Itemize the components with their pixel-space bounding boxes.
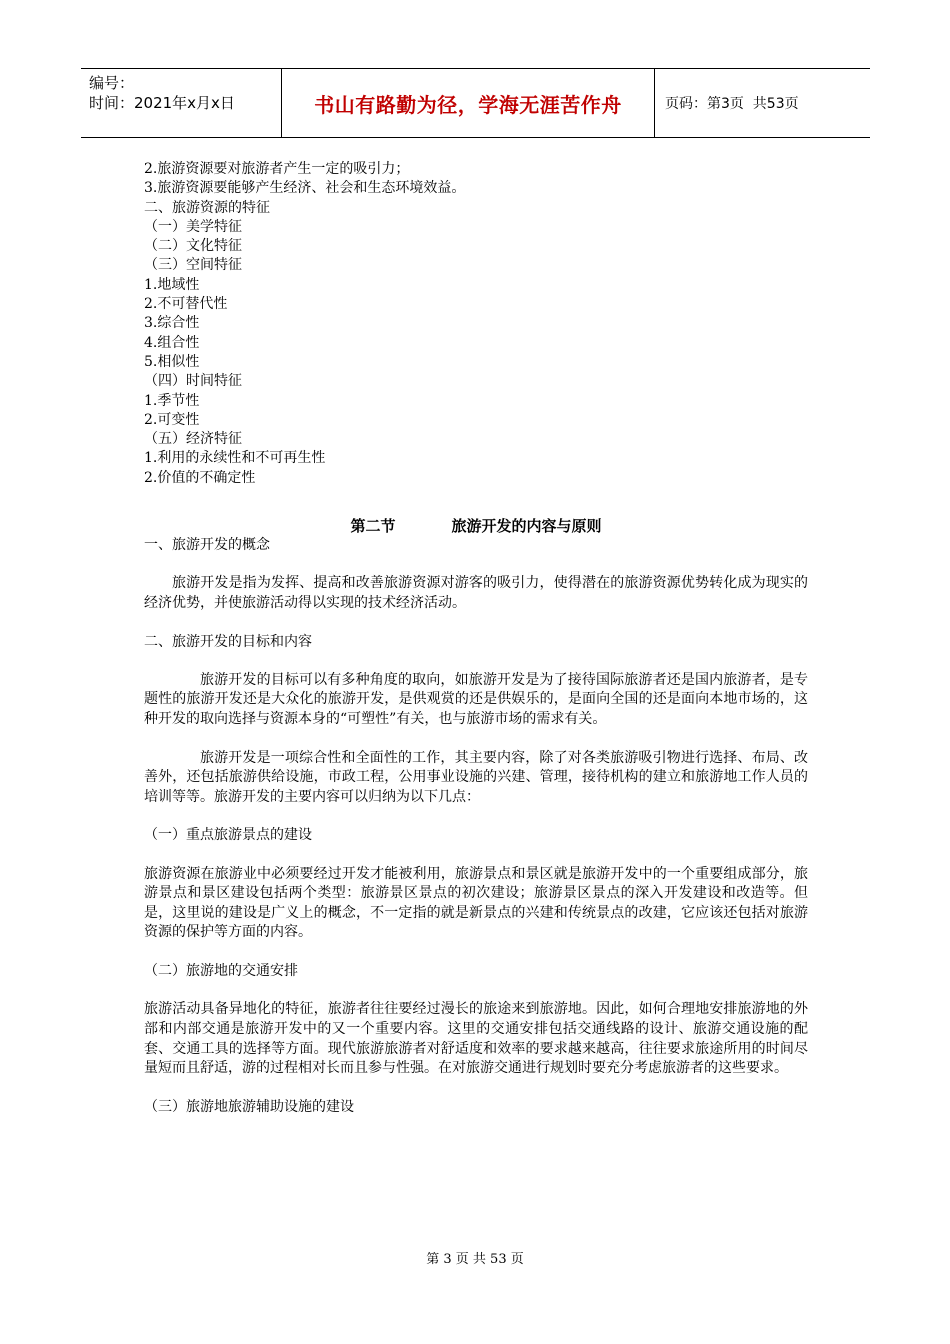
heading-transport: （二）旅游地的交通安排 [144, 963, 298, 980]
header-page-label: 页码：第3页 共53页 [665, 96, 799, 112]
header-motto: 书山有路勤为径，学海无涯苦作舟 [282, 69, 655, 137]
section-title [144, 516, 808, 536]
heading-scenic-spots: （一）重点旅游景点的建设 [144, 827, 312, 844]
heading-facilities: （三）旅游地旅游辅助设施的建设 [144, 1098, 354, 1115]
list-item: 2.可变性 [144, 411, 200, 428]
list-item: （四）时间特征 [144, 373, 242, 390]
section-heading: 旅游开发的内容与原则 [451, 517, 602, 536]
list-item: 5.相似性 [144, 353, 200, 370]
paragraph-scenic-spots: 旅游资源在旅游业中必须要经过开发才能被利用，旅游景点和景区就是旅游开发中的一个重要组成部分，旅游景点和景区建设包括两个类型：旅游景区景点的初次建设；旅游景区景点的深入开发建设和改造等。但是，这里说的建设是广义上的概念，不一定指的就是新景点的兴建和传统景点的改建，它应该还包括对旅游资源的保护等方面的内容。 [144, 865, 808, 941]
page-header [81, 68, 870, 138]
list-item: 2.价值的不确定性 [144, 469, 256, 486]
heading-goals: 二、旅游开发的目标和内容 [144, 633, 312, 650]
document-content [144, 160, 808, 1117]
heading-concept: 一、旅游开发的概念 [144, 537, 270, 554]
list-block [144, 160, 808, 488]
list-item: 1.利用的永续性和不可再生性 [144, 450, 326, 467]
paragraph-concept: 旅游开发是指为发挥、提高和改善旅游资源对游客的吸引力，使得潜在的旅游资源优势转化成为现实的经济优势，并使旅游活动得以实现的技术经济活动。 [144, 575, 808, 611]
header-page-cell [655, 69, 870, 137]
list-item: （五）经济特征 [144, 431, 242, 448]
list-item: （三）空间特征 [144, 257, 242, 274]
list-item: 1.季节性 [144, 392, 200, 409]
list-item: 3.旅游资源要能够产生经济、社会和生态环境效益。 [144, 180, 466, 197]
list-item: 3.综合性 [144, 315, 200, 332]
paragraph-transport: 旅游活动具备异地化的特征，旅游者往往要经过漫长的旅途来到旅游地。因此，如何合理地安排旅游地的外部和内部交通是旅游开发中的又一个重要内容。这里的交通安排包括交通线路的设计、旅游交通设施的配套、交通工具的选择等方面。现代旅游旅游者对舒适度和效率的要求越来越高，往往要求旅途所用的时间尽量短而且舒适，游的过程相对长而且参与性强。在对旅游交通进行规划时要充分考虑旅游者的这些要求。 [144, 1001, 808, 1077]
page-footer: 第 3 页 共 53 页 [426, 1252, 524, 1267]
header-time-label: 时间：2021年x月x日 [89, 94, 235, 112]
list-item: 4.组合性 [144, 334, 200, 351]
list-item: （二）文化特征 [144, 238, 242, 255]
list-item: 1.地域性 [144, 276, 200, 293]
list-item: 2.不可替代性 [144, 296, 228, 313]
paragraph-content: 旅游开发是一项综合性和全面性的工作，其主要内容，除了对各类旅游吸引物进行选择、布局、改善外，还包括旅游供给设施，市政工程，公用事业设施的兴建、管理，接待机构的建立和旅游地工作人员的培训等等。旅游开发的主要内容可以归纳为以下几点： [144, 749, 808, 805]
list-item: 2.旅游资源要对旅游者产生一定的吸引力； [144, 161, 410, 177]
paragraph-goals: 旅游开发的目标可以有多种角度的取向，如旅游开发是为了接待国际旅游者还是国内旅游者，是专题性的旅游开发还是大众化的旅游开发，是供观赏的还是供娱乐的，是面向全国的还是面向本地市场的，这种开发的取向选择与资源本身的“可塑性”有关，也与旅游市场的需求有关。 [144, 671, 808, 728]
header-id-label: 编号： [89, 74, 135, 92]
list-item: （一）美学特征 [144, 218, 242, 235]
header-meta-cell [81, 69, 282, 137]
list-item: 二、旅游资源的特征 [144, 199, 270, 216]
section-number: 第二节 [350, 517, 396, 536]
